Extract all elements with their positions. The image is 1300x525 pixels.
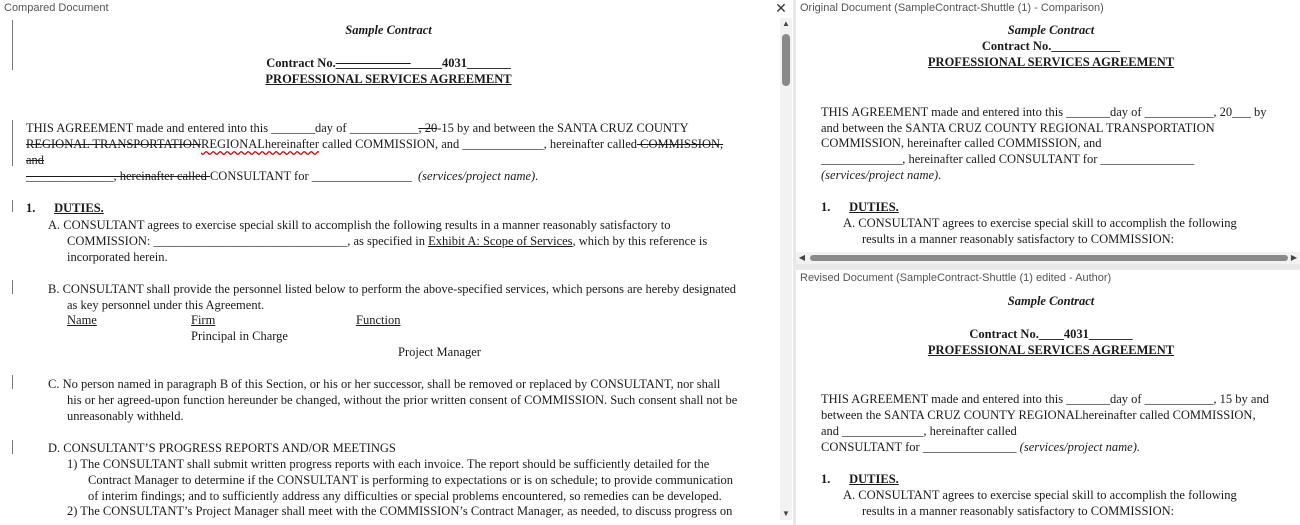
item-c-line: C. No person named in paragraph B of this Section, or his or her successor, shall be removed or replaced by CONSULTANT, nor shall: [48, 377, 721, 391]
section-1-heading: 1. DUTIES.: [821, 200, 899, 214]
paragraph-line: COMMISSION, hereinafter called COMMISSION, and: [821, 136, 1102, 150]
item-d2-line: 2) The CONSULTANT’s Project Manager shall meet with the COMMISSION’s Contract Manager, as needed, to discuss progress on: [67, 504, 733, 518]
column-firm: Firm: [191, 313, 216, 327]
paragraph-line: and: [26, 153, 45, 167]
role-project-manager: Project Manager: [398, 345, 481, 359]
agreement-heading: PROFESSIONAL SERVICES AGREEMENT: [265, 72, 512, 86]
doc-title: Sample Contract: [1007, 294, 1095, 308]
close-icon[interactable]: ✕: [775, 0, 787, 16]
item-a-line: A. CONSULTANT agrees to exercise special skill to accomplish the following results in a manner reasonably satisfactory to: [48, 218, 671, 232]
paragraph-line: CONSULTANT for _______________ (services/project name).: [821, 440, 1140, 454]
contract-number: Contract No._________________4031_______: [266, 56, 511, 70]
agreement-heading: PROFESSIONAL SERVICES AGREEMENT: [927, 55, 1175, 69]
item-a-line: incorporated herein.: [67, 250, 168, 264]
original-horizontal-scrollbar[interactable]: [796, 252, 1300, 264]
agreement-heading: PROFESSIONAL SERVICES AGREEMENT: [927, 343, 1175, 357]
role-principal: Principal in Charge: [191, 329, 288, 343]
item-a-line: A. CONSULTANT agrees to exercise special skill to accomplish the following: [843, 216, 1237, 230]
item-b-line: B. CONSULTANT shall provide the personnel listed below to perform the above-specified services, which persons are hereby designated: [48, 282, 737, 296]
change-bar: [12, 20, 13, 70]
paragraph-line: (services/project name).: [821, 168, 942, 182]
contract-number: Contract No.____4031_______: [969, 327, 1133, 341]
change-bar: [12, 120, 13, 166]
revised-document-title: Revised Document (SampleContract-Shuttle (1) edited - Author): [800, 272, 1112, 284]
paragraph-line: REGIONAL TRANSPORTATIONREGIONALhereinafter called COMMISSION, and _____________, hereinafter called COMMISSION,: [26, 137, 724, 151]
arrow-up-icon[interactable]: ▲: [782, 19, 790, 28]
scroll-thumb[interactable]: [782, 34, 790, 86]
item-d1-line: Contract Manager to determine if the CONSULTANT is performing to expectations or is on schedule; to provide communication: [88, 473, 734, 487]
section-1-heading: 1. DUTIES.: [821, 472, 899, 486]
arrow-down-icon[interactable]: ▼: [782, 509, 790, 518]
change-bar: [12, 375, 13, 389]
doc-title: Sample Contract: [345, 23, 432, 37]
scroll-thumb[interactable]: [810, 255, 1288, 261]
item-d1-line: of interim findings; and to sufficiently address any difficulties or special problems encountered, so remedies can be developed.: [88, 489, 722, 503]
paragraph-line: THIS AGREEMENT made and entered into this _______day of ___________, 20-15 by and between the SANTA CRUZ COUNTY: [26, 121, 689, 135]
compared-document-body[interactable]: [26, 0, 771, 525]
paragraph-line: _____________, hereinafter called CONSULTANT for _______________: [821, 152, 1195, 166]
paragraph-line: THIS AGREEMENT made and entered into this _______day of ___________, 15 by and: [821, 392, 1269, 406]
exhibit-a-link[interactable]: Exhibit A: Scope of Services: [428, 234, 573, 248]
paragraph-line: and between the SANTA CRUZ COUNTY REGIONAL TRANSPORTATION: [821, 121, 1215, 135]
contract-number: Contract No.___________: [981, 39, 1121, 53]
revised-document-pane[interactable]: [796, 270, 1300, 525]
original-document-pane[interactable]: [796, 0, 1300, 266]
item-d1-line: 1) The CONSULTANT shall submit written progress reports with each invoice. The report should be sufficiently detailed for the: [67, 457, 710, 471]
change-bar: [12, 280, 13, 294]
change-bar: [12, 440, 13, 454]
column-name: Name: [67, 313, 97, 327]
paragraph-line: and _____________, hereinafter called: [821, 424, 1017, 438]
original-document-title: Original Document (SampleContract-Shuttle (1) - Comparison): [800, 2, 1104, 14]
arrow-left-icon[interactable]: ◀: [798, 253, 806, 262]
item-a-line: A. CONSULTANT agrees to exercise special skill to accomplish the following: [843, 488, 1237, 502]
item-a-line: COMMISSION: _______________________________, as specified in Exhibit A: Scope of Services, which by this reference is: [67, 234, 708, 248]
item-b-line: as key personnel under this Agreement.: [67, 298, 265, 312]
item-a-line: results in a manner reasonably satisfactory to COMMISSION:: [862, 504, 1175, 518]
change-bar: [12, 200, 13, 212]
item-c-line: unreasonably withheld.: [67, 409, 184, 423]
paragraph-line: THIS AGREEMENT made and entered into this _______day of ___________, 20___ by: [821, 105, 1267, 119]
left-vertical-scrollbar[interactable]: [780, 18, 792, 520]
compared-document-title: Compared Document: [4, 2, 109, 14]
doc-title: Sample Contract: [1007, 23, 1095, 37]
item-a-line: results in a manner reasonably satisfactory to COMMISSION:: [862, 232, 1175, 246]
column-function: Function: [356, 313, 401, 327]
paragraph-line: between the SANTA CRUZ COUNTY REGIONALhereinafter called COMMISSION,: [821, 408, 1256, 422]
paragraph-line: ______________, hereinafter called CONSULTANT for ________________ (services/project name).: [26, 169, 539, 183]
section-1-heading: 1. DUTIES.: [26, 201, 104, 215]
item-d-heading: D. CONSULTANT’S PROGRESS REPORTS AND/OR MEETINGS: [48, 441, 396, 455]
item-c-line: his or her agreed-upon function hereunder be changed, without the prior written consent of COMMISSION. Such consent shall not be: [67, 393, 738, 407]
arrow-right-icon[interactable]: ▶: [1290, 253, 1298, 262]
